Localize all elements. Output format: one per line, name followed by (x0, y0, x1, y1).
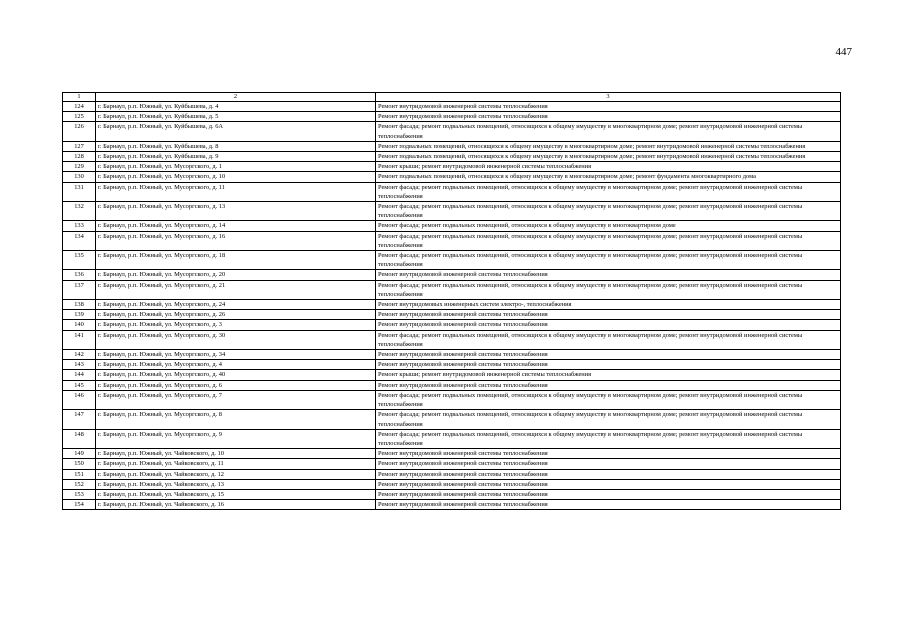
row-works: Ремонт внутридомовой инженерной системы теплоснабжения (376, 112, 841, 122)
table-row (63, 162, 841, 172)
table-row (63, 251, 841, 270)
row-address: г. Барнаул, р.п. Южный, ул. Чайковского, д. 16 (96, 500, 376, 510)
row-address: г. Барнаул, р.п. Южный, ул. Чайковского, д. 12 (96, 469, 376, 479)
row-address: г. Барнаул, р.п. Южный, ул. Мусоргского, д. 14 (96, 221, 376, 231)
row-address: г. Барнаул, р.п. Южный, ул. Мусоргского, д. 8 (96, 410, 376, 429)
row-number: 136 (63, 270, 96, 280)
table-row (63, 380, 841, 390)
table-row (63, 410, 841, 429)
row-address: г. Барнаул, р.п. Южный, ул. Мусоргского, д. 4 (96, 360, 376, 370)
row-address: г. Барнаул, р.п. Южный, ул. Мусоргского, д. 1 (96, 162, 376, 172)
table-row (63, 141, 841, 151)
row-number: 143 (63, 360, 96, 370)
row-address: г. Барнаул, р.п. Южный, ул. Мусоргского, д. 18 (96, 251, 376, 270)
row-address: г. Барнаул, р.п. Южный, ул. Мусоргского, д. 13 (96, 202, 376, 221)
row-number: 135 (63, 251, 96, 270)
table-row (63, 202, 841, 221)
row-works: Ремонт внутридомовой инженерной системы теплоснабжения (376, 469, 841, 479)
table-row (63, 231, 841, 250)
table-row (63, 449, 841, 459)
row-address: г. Барнаул, р.п. Южный, ул. Чайковского, д. 13 (96, 479, 376, 489)
page-number: 447 (835, 46, 852, 58)
row-works: Ремонт фасада; ремонт подвальных помещений, относящихся к общему имуществу в многоквартирном доме; ремонт внутридомовой инженерной системы теплоснабжения (376, 410, 841, 429)
row-works: Ремонт внутридомовой инженерной системы теплоснабжения (376, 102, 841, 112)
table-row (63, 270, 841, 280)
row-works: Ремонт внутридомовой инженерной системы теплоснабжения (376, 449, 841, 459)
table-row (63, 370, 841, 380)
row-number: 124 (63, 102, 96, 112)
row-number: 133 (63, 221, 96, 231)
row-address: г. Барнаул, р.п. Южный, ул. Мусоргского, д. 6 (96, 380, 376, 390)
row-number: 138 (63, 300, 96, 310)
table-row (63, 330, 841, 349)
row-works: Ремонт фасада; ремонт подвальных помещений, относящихся к общему имуществу в многоквартирном доме; ремонт внутридомовой инженерной системы теплоснабжения (376, 182, 841, 201)
row-address: г. Барнаул, р.п. Южный, ул. Мусоргского, д. 3 (96, 320, 376, 330)
row-works: Ремонт подвальных помещений, относящихся к общему имуществу в многоквартирном доме; ремонт фундамента многоквартирного дома (376, 172, 841, 182)
row-address: г. Барнаул, р.п. Южный, ул. Мусоргского, д. 9 (96, 429, 376, 448)
column-works-header: 3 (376, 93, 841, 102)
table-row (63, 350, 841, 360)
table-row (63, 172, 841, 182)
row-number: 144 (63, 370, 96, 380)
row-works: Ремонт внутридомовой инженерной системы теплоснабжения (376, 310, 841, 320)
table-row (63, 459, 841, 469)
row-works: Ремонт фасада; ремонт подвальных помещений, относящихся к общему имуществу в многоквартирном доме; ремонт внутридомовой инженерной системы теплоснабжения (376, 202, 841, 221)
row-address: г. Барнаул, р.п. Южный, ул. Куйбышева, д. 5 (96, 112, 376, 122)
table-row (63, 112, 841, 122)
row-number: 145 (63, 380, 96, 390)
table-row (63, 102, 841, 112)
row-number: 131 (63, 182, 96, 201)
row-works: Ремонт внутридомовой инженерной системы теплоснабжения (376, 350, 841, 360)
row-works: Ремонт фасада; ремонт подвальных помещений, относящихся к общему имуществу в многоквартирном доме; ремонт внутридомовой инженерной системы теплоснабжения (376, 429, 841, 448)
row-works: Ремонт фасада; ремонт подвальных помещений, относящихся к общему имуществу в многоквартирном доме; ремонт внутридомовой инженерной системы теплоснабжения (376, 251, 841, 270)
row-works: Ремонт внутридомовой инженерной системы теплоснабжения (376, 360, 841, 370)
row-address: г. Барнаул, р.п. Южный, ул. Куйбышева, д. 6А (96, 122, 376, 141)
row-number: 146 (63, 390, 96, 409)
row-number: 150 (63, 459, 96, 469)
row-works: Ремонт фасада; ремонт подвальных помещений, относящихся к общему имуществу в многоквартирном доме; ремонт внутридомовой инженерной системы теплоснабжения (376, 231, 841, 250)
table-row (63, 320, 841, 330)
row-address: г. Барнаул, р.п. Южный, ул. Мусоргского, д. 21 (96, 280, 376, 299)
row-number: 127 (63, 141, 96, 151)
column-number-header: 1 (63, 93, 96, 102)
row-works: Ремонт крыши; ремонт внутридомовой инженерной системы теплоснабжения (376, 370, 841, 380)
table-row (63, 479, 841, 489)
row-number: 154 (63, 500, 96, 510)
row-works: Ремонт внутридомовой инженерной системы теплоснабжения (376, 489, 841, 499)
row-works: Ремонт внутридомовой инженерной системы теплоснабжения (376, 270, 841, 280)
row-number: 129 (63, 162, 96, 172)
row-works: Ремонт внутридомовой инженерной системы теплоснабжения (376, 459, 841, 469)
row-address: г. Барнаул, р.п. Южный, ул. Куйбышева, д. 8 (96, 141, 376, 151)
row-number: 128 (63, 152, 96, 162)
row-works: Ремонт внутридомовой инженерной системы теплоснабжения (376, 500, 841, 510)
row-number: 132 (63, 202, 96, 221)
table-row (63, 360, 841, 370)
row-number: 125 (63, 112, 96, 122)
row-address: г. Барнаул, р.п. Южный, ул. Мусоргского, д. 10 (96, 172, 376, 182)
row-number: 134 (63, 231, 96, 250)
row-number: 151 (63, 469, 96, 479)
row-works: Ремонт крыши; ремонт внутридомовой инженерной системы теплоснабжения (376, 162, 841, 172)
row-number: 137 (63, 280, 96, 299)
row-number: 153 (63, 489, 96, 499)
row-works: Ремонт внутридомовой инженерной системы теплоснабжения (376, 320, 841, 330)
table-body (63, 102, 841, 510)
row-works: Ремонт внутридомовой инженерной системы теплоснабжения (376, 380, 841, 390)
row-address: г. Барнаул, р.п. Южный, ул. Мусоргского, д. 16 (96, 231, 376, 250)
row-works: Ремонт подвальных помещений, относящихся к общему имуществу в многоквартирном доме; ремонт внутридомовой инженерной системы теплоснабжения (376, 141, 841, 151)
table-row (63, 469, 841, 479)
table-row (63, 182, 841, 201)
row-number: 147 (63, 410, 96, 429)
table-row (63, 300, 841, 310)
row-works: Ремонт подвальных помещений, относящихся к общему имуществу в многоквартирном доме; ремонт внутридомовой инженерной системы теплоснабжения (376, 152, 841, 162)
table-row (63, 429, 841, 448)
row-works: Ремонт внутридомовой инженерной системы теплоснабжения (376, 479, 841, 489)
row-address: г. Барнаул, р.п. Южный, ул. Чайковского, д. 15 (96, 489, 376, 499)
table-row (63, 221, 841, 231)
row-address: г. Барнаул, р.п. Южный, ул. Мусоргского, д. 11 (96, 182, 376, 201)
row-number: 152 (63, 479, 96, 489)
row-number: 142 (63, 350, 96, 360)
row-address: г. Барнаул, р.п. Южный, ул. Чайковского, д. 10 (96, 449, 376, 459)
column-address-header: 2 (96, 93, 376, 102)
row-address: г. Барнаул, р.п. Южный, ул. Мусоргского, д. 20 (96, 270, 376, 280)
row-address: г. Барнаул, р.п. Южный, ул. Чайковского, д. 11 (96, 459, 376, 469)
table-row (63, 390, 841, 409)
row-address: г. Барнаул, р.п. Южный, ул. Куйбышева, д. 9 (96, 152, 376, 162)
row-works: Ремонт фасада; ремонт подвальных помещений, относящихся к общему имуществу в многоквартирном доме; ремонт внутридомовой инженерной системы теплоснабжения (376, 390, 841, 409)
row-number: 140 (63, 320, 96, 330)
row-works: Ремонт фасада; ремонт подвальных помещений, относящихся к общему имуществу в многоквартирном доме; ремонт внутридомовой инженерной системы теплоснабжения (376, 280, 841, 299)
row-works: Ремонт фасада; ремонт подвальных помещений, относящихся к общему имуществу в многоквартирном доме (376, 221, 841, 231)
table-row (63, 500, 841, 510)
row-works: Ремонт внутридомовых инженерных систем электро-, теплоснабжения (376, 300, 841, 310)
repair-register-table (62, 92, 841, 510)
table-row (63, 489, 841, 499)
table-row (63, 122, 841, 141)
row-works: Ремонт фасада; ремонт подвальных помещений, относящихся к общему имуществу в многоквартирном доме; ремонт внутридомовой инженерной системы теплоснабжения (376, 330, 841, 349)
row-address: г. Барнаул, р.п. Южный, ул. Мусоргского, д. 26 (96, 310, 376, 320)
table-row (63, 280, 841, 299)
row-number: 148 (63, 429, 96, 448)
row-address: г. Барнаул, р.п. Южный, ул. Куйбышева, д. 4 (96, 102, 376, 112)
row-works: Ремонт фасада; ремонт подвальных помещений, относящихся к общему имуществу в многоквартирном доме; ремонт внутридомовой инженерной системы теплоснабжения (376, 122, 841, 141)
row-address: г. Барнаул, р.п. Южный, ул. Мусоргского, д. 30 (96, 330, 376, 349)
row-address: г. Барнаул, р.п. Южный, ул. Мусоргского, д. 24 (96, 300, 376, 310)
row-number: 139 (63, 310, 96, 320)
row-number: 126 (63, 122, 96, 141)
row-number: 130 (63, 172, 96, 182)
row-address: г. Барнаул, р.п. Южный, ул. Мусоргского, д. 7 (96, 390, 376, 409)
table-header-row (63, 93, 841, 102)
table-row (63, 310, 841, 320)
row-address: г. Барнаул, р.п. Южный, ул. Мусоргского, д. 40 (96, 370, 376, 380)
row-address: г. Барнаул, р.п. Южный, ул. Мусоргского, д. 34 (96, 350, 376, 360)
row-number: 149 (63, 449, 96, 459)
table-row (63, 152, 841, 162)
row-number: 141 (63, 330, 96, 349)
